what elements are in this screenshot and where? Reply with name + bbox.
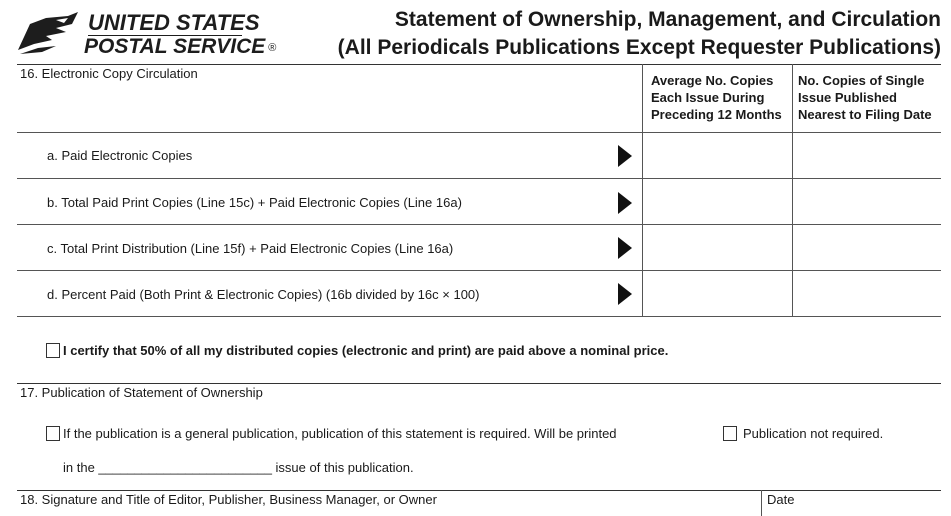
registered-mark: ® — [268, 42, 277, 54]
certify-label: I certify that 50% of all my distributed copies (electronic and print) are paid above a nominal price. — [63, 343, 669, 358]
logo-united-states: UNITED STATES — [88, 10, 260, 35]
section16-title: 16. Electronic Copy Circulation — [20, 66, 198, 81]
date-field[interactable] — [767, 508, 937, 516]
row-d-average-field[interactable] — [643, 271, 792, 316]
section18-top-rule — [17, 490, 941, 491]
col-header-average-line3: Preceding 12 Months — [651, 107, 782, 122]
form-title: Statement of Ownership, Management, and Circulation — [394, 8, 941, 31]
signature-field[interactable] — [20, 508, 750, 516]
row-b-average-field[interactable] — [643, 179, 792, 224]
row-c-single-field[interactable] — [793, 225, 941, 270]
col-header-single-issue — [798, 72, 932, 123]
usps-eagle-logo-icon — [16, 10, 78, 56]
col-header-average-line1: Average No. Copies — [651, 73, 774, 88]
logo-postal-service-text: POSTAL SERVICE — [84, 35, 266, 58]
certify-checkbox[interactable] — [46, 343, 60, 358]
date-label: Date — [767, 492, 795, 507]
general-publication-label: If the publication is a general publication, publication of this statement is required. Will be printed — [63, 426, 617, 441]
col-header-single-line2: Issue Published — [798, 90, 897, 105]
row-b-single-field[interactable] — [793, 179, 941, 224]
section17-title: 17. Publication of Statement of Ownership — [20, 385, 263, 400]
arrow-right-icon — [618, 283, 632, 305]
col-header-single-line1: No. Copies of Single — [798, 73, 925, 88]
row-c-label: c. Total Print Distribution (Line 15f) + Paid Electronic Copies (Line 16a) — [47, 241, 454, 256]
section17-top-rule — [17, 383, 941, 384]
section16-top-rule — [17, 64, 941, 65]
col-header-average-line2: Each Issue During — [651, 90, 765, 105]
arrow-right-icon — [618, 237, 632, 259]
arrow-right-icon — [618, 145, 632, 167]
general-publication-checkbox[interactable] — [46, 426, 60, 441]
row-a-average-field[interactable] — [643, 133, 792, 178]
form-subtitle: (All Periodicals Publications Except Requester Publications) — [337, 36, 941, 59]
not-required-checkbox[interactable] — [723, 426, 737, 441]
row-rule — [17, 316, 941, 317]
col-header-average — [651, 72, 782, 123]
arrow-right-icon — [618, 192, 632, 214]
date-divider — [761, 490, 762, 516]
col-header-single-line3: Nearest to Filing Date — [798, 107, 932, 122]
row-c-average-field[interactable] — [643, 225, 792, 270]
row-a-label: a. Paid Electronic Copies — [47, 148, 193, 163]
logo-postal-service — [84, 35, 276, 59]
row-a-single-field[interactable] — [793, 133, 941, 178]
not-required-label: Publication not required. — [743, 426, 884, 441]
row-d-label: d. Percent Paid (Both Print & Electronic Copies) (16b divided by 16c × 100) — [47, 287, 480, 302]
section18-title: 18. Signature and Title of Editor, Publisher, Business Manager, or Owner — [20, 492, 437, 507]
row-d-single-field[interactable] — [793, 271, 941, 316]
row-b-label: b. Total Paid Print Copies (Line 15c) + Paid Electronic Copies (Line 16a) — [47, 195, 462, 210]
issue-line-label: in the ________________________ issue of this publication. — [63, 460, 414, 475]
